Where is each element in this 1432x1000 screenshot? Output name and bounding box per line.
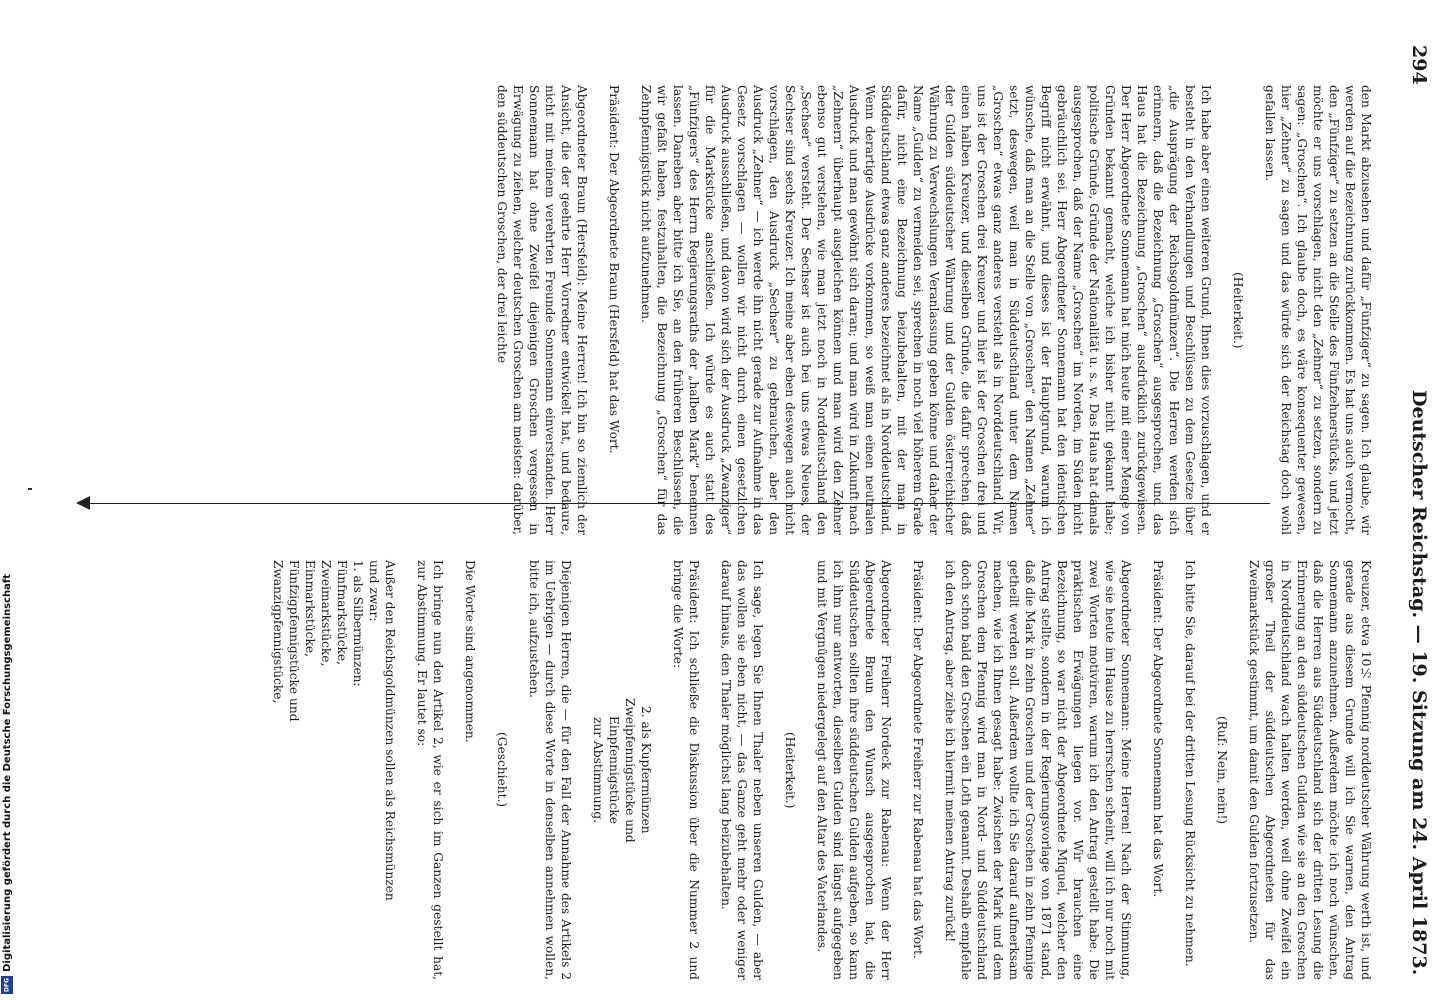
- paragraph: (Ruf: Nein, nein!): [1215, 715, 1229, 825]
- paragraph: Präsident: Der Abgeordnete Freiherr zur Rabenau hat das Wort.: [911, 560, 925, 959]
- digitization-notice: Digitalisierung gefördert durch die Deutsche Forschungsgemeinschaft: [2, 574, 13, 972]
- paragraph: Diejenigen Herren, die — für den Fall der Annahme des Artikels 2 im Uebrigen — durch diese Worte in denselben annehmen wollen, bitte ich, aufzustehen.: [527, 560, 573, 980]
- paragraph: den Markt abzusehen und dafür „Fünfziger“ zu sagen. Ich glaube, wir werden auf die Bezeichnung zurückkommen. Es hat uns auch vermocht, den „Fünfziger“ zu setzen an die Stelle des Fünfzehnerstücks, und jetzt möchte er uns vorschlagen, nicht den „Zehner“ zu setzen, sondern zu sagen: „Groschen“. Ich glaube doch, es wäre konsequenter gewesen, hier „Zehner“ zu sagen und das würde sich der Reichstag doch wohl gefallen lassen.: [1263, 85, 1373, 535]
- paragraph: Präsident: Der Abgeordnete Braun (Hersfeld) hat das Wort.: [607, 85, 621, 454]
- paragraph: (Heiterkeit.): [1231, 271, 1245, 349]
- text-column-left: [175, 85, 1390, 535]
- paragraph: Ich sage, legen Sie Ihnen Thaler neben unseren Gulden, — aber das wollen sie eben nicht, — das Ganze geht mehr oder weniger darauf hinaus, den Thaler möglichst lang beizubehalten.: [719, 560, 765, 980]
- column-divider: [90, 503, 1270, 504]
- running-header: [1408, 45, 1430, 975]
- text-column-right: [175, 560, 1390, 980]
- paragraph: (Heiterkeit.): [783, 731, 797, 809]
- page-number: 294: [1408, 45, 1430, 85]
- paragraph: Die Worte sind angenommen.: [463, 560, 477, 743]
- paragraph: Abgeordneter Braun (Hersfeld): Meine Herren! Ich bin so ziemlich der Ansicht, die der geehrte Herr Vorredner entwickelt hat, und bedaure, nicht mit meinem verehrten Freunde Sonnemann einverstanden. Herr Sonnemann hat ohne Zweifel diejenigen Groschen vergessen in Erwägung zu ziehen, welcher deutschen Groschen am meisten: darüber, den süddeutschen Groschen, der drei leichte: [495, 85, 589, 535]
- paragraph: 2. als Kupfermünzen Zweipfennigstücke und Einpfennigstücke zur Abstimmung.: [591, 697, 653, 843]
- scanned-page: [90, 45, 1430, 985]
- paragraph: Abgeordneter Freiherr Nordeck zur Rabenau: Wenn der Herr Abgeordnete Braun den Wunsch ausgesprochen hat, die Süddeutschen sollten ihre süddeutschen Gulden aufgeben, so kann ich ihm nur antworten, dieselben Gulden sind längst aufgegeben und mit Vergnügen niedergelegt auf den Altar des Vaterlandes.: [815, 560, 893, 980]
- edge-tick-mark: [28, 488, 32, 490]
- paragraph: Abgeordneter Sonnemann: Meine Herren! Nach der Stimmung, wie sie heute im Hause zu herrschen scheint, will ich nur noch mit zwei Worten motiviren, warum ich den Antrag gestellt habe. Die praktischen Erwägungen liegen vor. Wir brauchen eine Bezeichnung, so war nicht der Abgeordnete Miquel, welcher den Antrag stellte, sondern in der Regierungsvorlage von 1871 stand, daß die Mark in zehn Groschen und der Groschen in zehn Pfennige getheilt werden soll. Außerdem wollte ich Sie darauf aufmerksam machen, wie ich Ihnen gesagt habe: Zwischen der Mark und dem Groschen dem Pfennig wird man in Nord- und Süddeutschland doch schon bald den Groschen ein Loth genannt. Deshalb empfehle ich den Antrag, aber ziehe ich hiermit meinen Antrag zurück!: [943, 560, 1133, 980]
- paragraph: Ich bitte Sie, darauf bei der dritten Lesung Rücksicht zu nehmen.: [1183, 560, 1197, 967]
- divider-arrow-icon: [76, 496, 90, 510]
- dfg-logo: DFG: [1, 976, 13, 994]
- paragraph: Außer den Reichsgoldmünzen sollen als Reichsmünzen und zwar: 1. als Silbermünzen: Fünfmarkstücke, Zweimarkstücke, Einmarkstücke, Fünfzigpfennigstücke und Zwanzigpfennigstücke,: [271, 560, 397, 901]
- digitization-strip: [0, 0, 14, 1000]
- paragraph: Präsident: Ich schließe die Diskussion über die Nummer 2 und bringe die Worte:: [671, 560, 701, 980]
- paragraph: Präsident: Der Abgeordnete Sonnemann hat das Wort.: [1151, 560, 1165, 898]
- paragraph: Ich habe aber einen weiteren Grund, Ihnen dies vorzuschlagen, und er besteht in den Verhandlungen und Beschlüssen zu dem Gesetze über „die Ausprägung der Reichsgoldmünzen“. Die Herren werden sich erinnern, daß die Bezeichnung „Groschen“ ausgesprochen, und das Haus hat die Bezeichnung „Groschen“ ausdrücklich zurückgewiesen. Der Herr Abgeordnete Sonnemann hat mich heute mit einer Menge von Gründen bekannt gemacht, welche ich bisher nicht gekannt habe; politische Gründe, Gründe der Nationalität u. s. w. Das Haus hat damals ausgesprochen, daß der Name „Groschen“ im Norden, im Süden nicht gebräuchlich sei. Herr Abgeordneter Sonnemann hat den identischen Begriff nicht erwähnt, und dieses ist der Hauptgrund, warum ich wünsche, daß man an die Stelle von „Groschen“ den Namen „Zehner“ setzt, deswegen, weil man in Süddeutschland unter dem Namen „Groschen“ etwas ganz anderes versteht als in Norddeutschland. Wir, uns ist der Groschen drei Kreuzer und hier ist der Groschen drei und einen halben Kreuzer, und dieselben Gründe, die dafür sprechen, daß der Gulden süddeutscher Währung und der Gulden österreichischer Währung zu Verwechslungen Veranlassung geben könne und daher der Name „Gulden“ zu vermeiden sei, sprechen in noch viel höherem Grade dafür, nicht eine Bezeichnung beizubehalten, mit der man in Süddeutschland etwas ganz anderes bezeichnet als in Norddeutschland. Wenn derartige Ausdrücke vorkommen, so weiß man einen neutralen Ausdruck und man gewöhnt sich daran; und man wird in Zukunft nach „Zehnern“ überhaupt ausgleichen können und man wird den Zehner ebenso gut verstehen, wie man jetzt noch in Norddeutschland den „Sechser“ versteht. Der Sechser ist auch bei uns etwas Neues, der Sechser sind sechs Kreuzer. Ich meine aber eben deswegen auch nicht vorschlagen, den Ausdruck „Sechser“ zu gebrauchen, aber den Ausdruck „Zehner“ — ich werde ihn nicht gerade zur Aufnahme in das Gesetz vorschlagen — wollen wir nicht durch einen gesetzlichen Ausdruck ausschließen, und davon wird sich der Ausdruck „Zwanziger“ für die Markstücke anschließen. Ich würde es auch statt des „Fünfzigers“ des Herrn Regierungsraths der „halben Mark“ benennen lassen. Daneben aber bitte ich Sie, an den früheren Beschlüssen, die wir gefaßt haben, festzuhalten, die Bezeichnung „Groschen“ für das Zehnpfennigstück nicht aufzunehmen.: [639, 85, 1213, 535]
- running-title: Deutscher Reichstag. — 19. Sitzung am 24. April 1873.: [1408, 389, 1430, 975]
- paragraph: Kreuzer, etwa 10½ Pfennig norddeutscher Währung werth ist, und gerade aus diesem Grunde will ich Sie warnen, den Antrag Sonnemann anzunehmen. Außerdem möchte ich noch wünschen, daß die Herren aus Süddeutschland sich der dritten Lesung die Erinnerung an den süddeutschen Gulden wie sie an den Groschen in Norddeutschland wach halten werden, weil ohne Zweifel ein großer Theil der süddeutschen Abgeordneten für das Zweimarkstück gestimmt, um damit den Gulden fortzusetzen.: [1247, 560, 1373, 980]
- paragraph: (Geschieht.): [495, 732, 509, 808]
- paragraph: Ich bringe nun den Artikel 2, wie er sich im Ganzen gestellt hat, zur Abstimmung. Er lautet so:: [415, 560, 445, 980]
